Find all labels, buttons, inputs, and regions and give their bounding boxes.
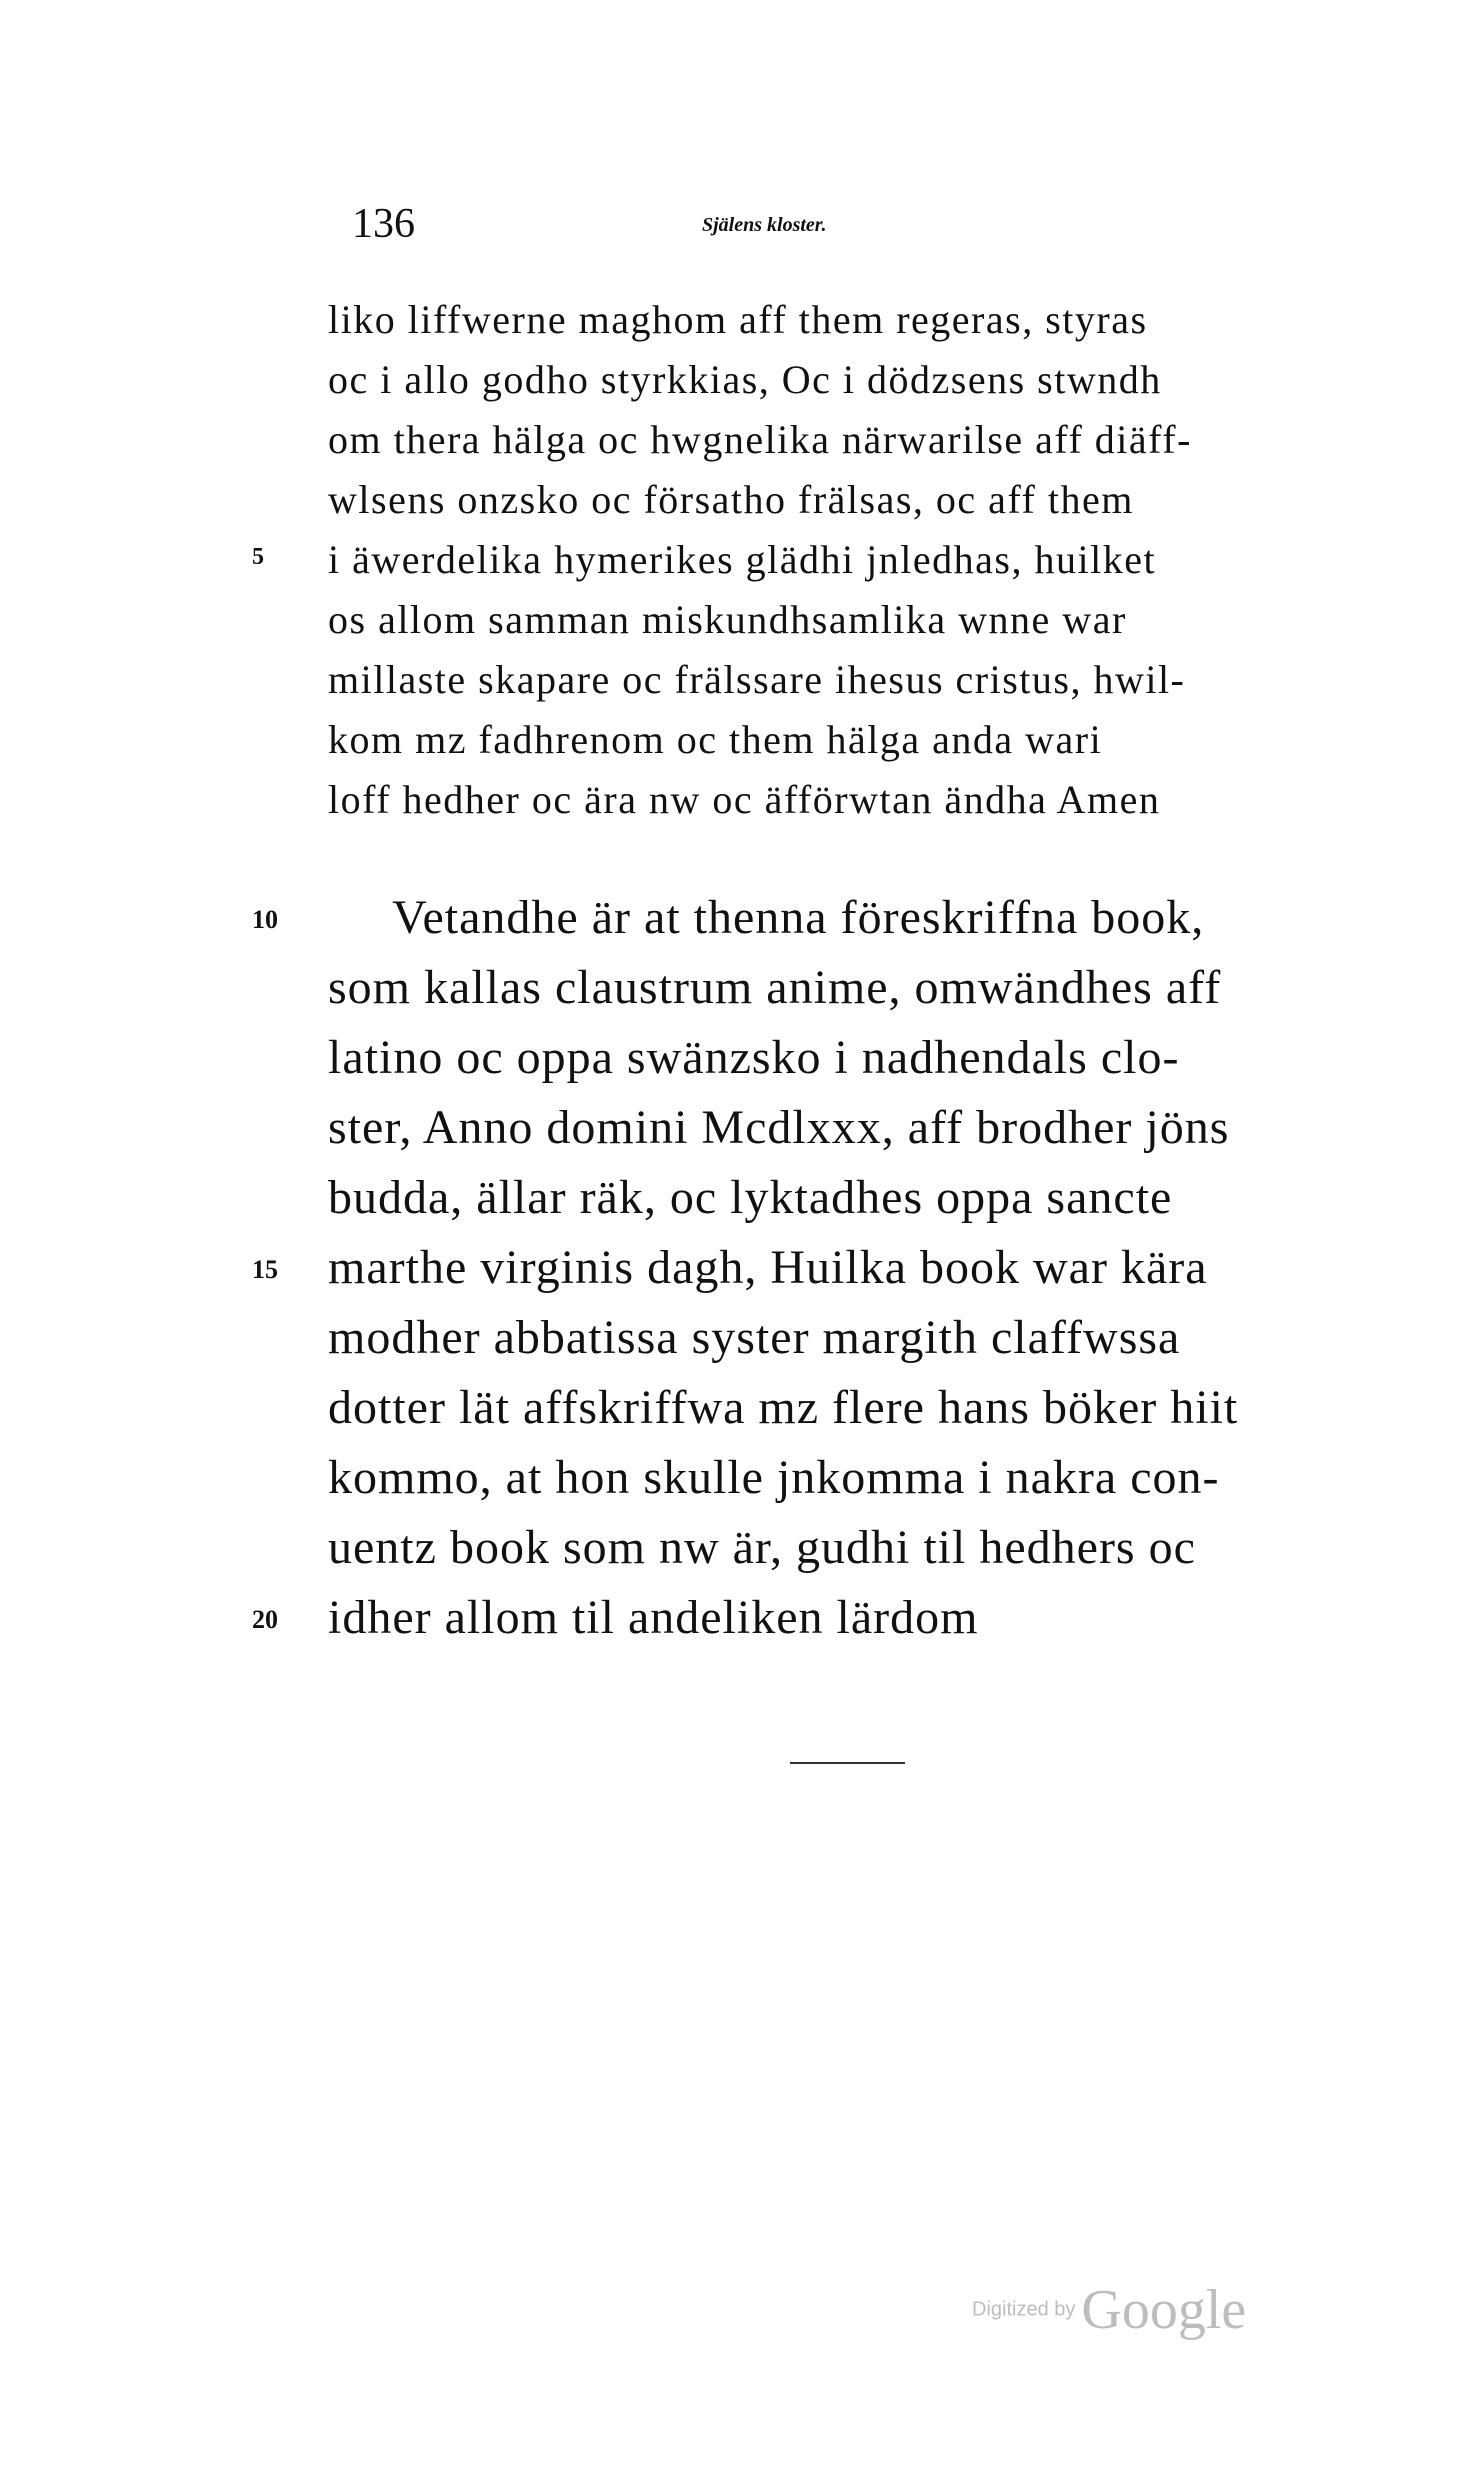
line-text: om thera hälga oc hwgnelika närwarilse aff diäff-	[328, 417, 1192, 462]
line-number: 10	[252, 905, 278, 934]
google-wordmark: Google	[1081, 2279, 1247, 2341]
line-text: uentz book som nw är, gudhi til hedhers oc	[328, 1521, 1196, 1574]
line-text: som kallas claustrum anime, omwändhes aff	[328, 961, 1222, 1014]
line-text: liko liffwerne maghom aff them regeras, styras	[328, 297, 1148, 342]
line-number: 5	[252, 544, 264, 570]
line-text: dotter lät affskriffwa mz flere hans böker hiit	[328, 1381, 1239, 1434]
digitized-by-label: Digitized by	[972, 2298, 1076, 2321]
line-text: marthe virginis dagh, Huilka book war kära	[328, 1241, 1208, 1294]
line-text: latino oc oppa swänzsko i nadhendals clo-	[328, 1031, 1180, 1084]
line-number: 15	[252, 1255, 278, 1284]
page-header	[352, 200, 992, 260]
line-text: idher allom til andeliken lärdom	[328, 1591, 979, 1644]
line-text: millaste skapare oc frälssare ihesus cristus, hwil-	[328, 657, 1186, 702]
running-title: Själens kloster.	[702, 214, 827, 236]
line-text: budda, ällar räk, oc lyktadhes oppa sancte	[328, 1171, 1173, 1224]
line-text: os allom samman miskundhsamlika wnne war	[328, 597, 1127, 642]
line-text: ster, Anno domini Mcdlxxx, aff brodher jöns	[328, 1101, 1230, 1154]
page-number: 136	[352, 201, 415, 247]
digitized-stamp	[972, 2278, 1246, 2342]
line-text: i äwerdelika hymerikes glädhi jnledhas, huilket	[328, 537, 1157, 582]
line-text: oc i allo godho styrkkias, Oc i dödzsens stwndh	[328, 357, 1162, 402]
line-text: kom mz fadhrenom oc them hälga anda wari	[328, 717, 1103, 762]
line-text: Vetandhe är at thenna föreskriffna book,	[328, 891, 1205, 944]
line-number: 20	[252, 1605, 278, 1634]
line-text: loff hedher oc ära nw oc äfförwtan ändha Amen	[328, 777, 1161, 822]
end-rule	[790, 1762, 905, 1764]
line-text: modher abbatissa syster margith claffwssa	[328, 1311, 1181, 1364]
line-text: kommo, at hon skulle jnkomma i nakra con-	[328, 1451, 1220, 1504]
line-text: wlsens onzsko oc försatho frälsas, oc aff them	[328, 477, 1134, 522]
